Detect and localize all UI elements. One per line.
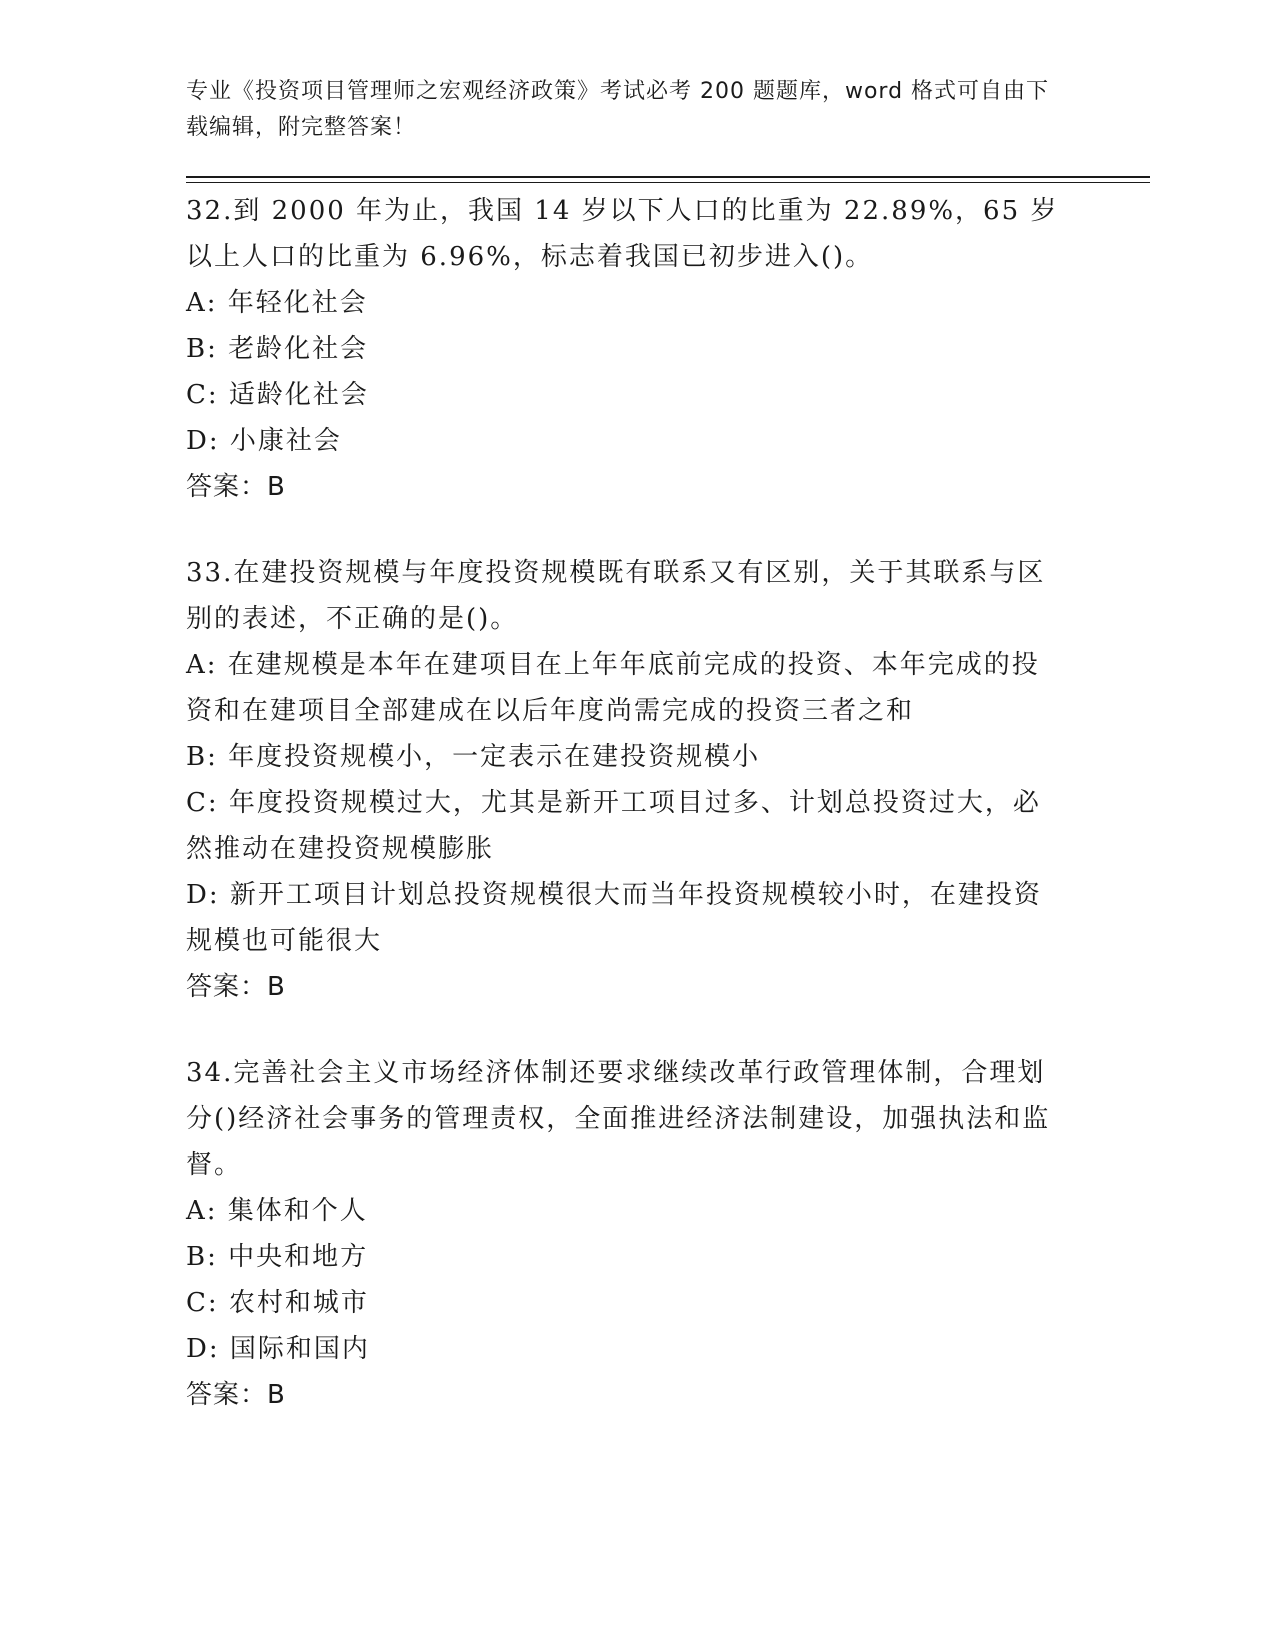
question-32 <box>186 188 1066 510</box>
option-d: D: 新开工项目计划总投资规模很大而当年投资规模较小时，在建投资规模也可能很大 <box>186 880 1042 956</box>
option-b: B: 老龄化社会 <box>186 334 369 364</box>
option-b: B: 年度投资规模小，一定表示在建投资规模小 <box>186 742 761 772</box>
option-c: C: 年度投资规模过大，尤其是新开工项目过多、计划总投资过大，必然推动在建投资规模膨胀 <box>186 788 1041 864</box>
option-a: A: 集体和个人 <box>186 1196 368 1226</box>
answer-line: 答案：B <box>186 472 286 502</box>
option-c: C: 适龄化社会 <box>186 380 369 410</box>
question-33 <box>186 550 1066 1010</box>
answer-line: 答案：B <box>186 1380 286 1410</box>
document-intro: 专业《投资项目管理师之宏观经济政策》考试必考 200 题题库，word 格式可自由下载编辑，附完整答案！ <box>186 79 1050 140</box>
question-stem: 32.到 2000 年为止，我国 14 岁以下人口的比重为 22.89%，65 岁以上人口的比重为 6.96%，标志着我国已初步进入()。 <box>186 196 1059 272</box>
option-d: D: 小康社会 <box>186 426 342 456</box>
question-stem: 33.在建投资规模与年度投资规模既有联系又有区别，关于其联系与区别的表述，不正确的是()。 <box>186 558 1046 634</box>
option-b: B: 中央和地方 <box>186 1242 369 1272</box>
question-stem: 34.完善社会主义市场经济体制还要求继续改革行政管理体制，合理划分()经济社会事务的管理责权，全面推进经济法制建设，加强执法和监督。 <box>186 1058 1051 1180</box>
option-c: C: 农村和城市 <box>186 1288 369 1318</box>
header-divider-thick <box>186 176 1150 178</box>
option-a: A: 年轻化社会 <box>186 288 368 318</box>
header-divider-thin <box>186 182 1150 183</box>
answer-line: 答案：B <box>186 972 286 1002</box>
option-a: A: 在建规模是本年在建项目在上年年底前完成的投资、本年完成的投资和在建项目全部建成在以后年度尚需完成的投资三者之和 <box>186 650 1040 726</box>
option-d: D: 国际和国内 <box>186 1334 370 1364</box>
question-34 <box>186 1050 1066 1418</box>
